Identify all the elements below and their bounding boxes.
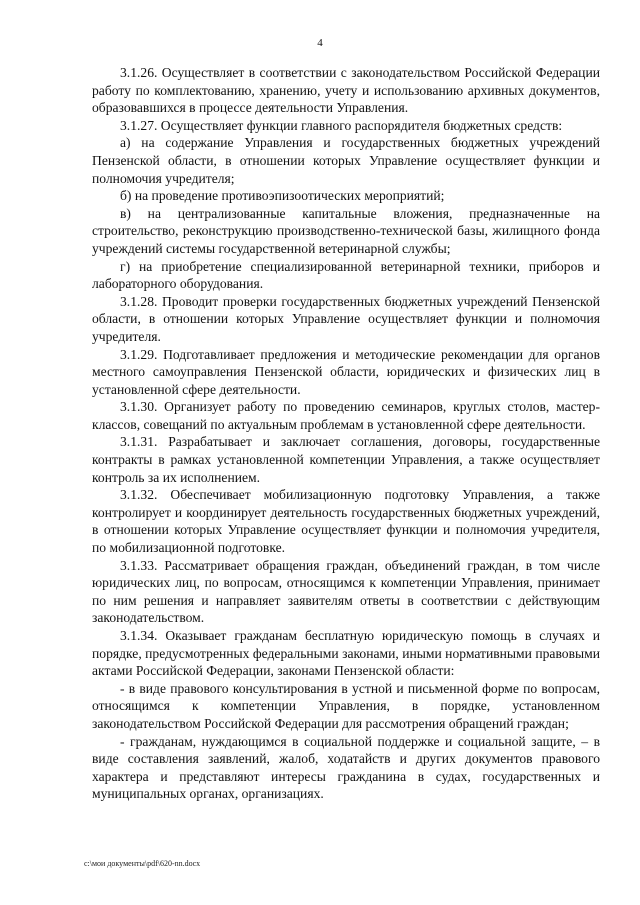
page-number: 4 — [317, 37, 323, 49]
paragraph-3-1-27-g: г) на приобретение специализированной ветеринарной техники, приборов и лабораторного оборудования. — [92, 258, 600, 292]
paragraph-3-1-30: 3.1.30. Организует работу по проведению семинаров, круглых столов, мастер-классов, совещаний по актуальным проблемам в установленной сфере деятельности. — [92, 399, 600, 432]
paragraph-3-1-28: 3.1.28. Проводит проверки государственных бюджетных учреждений Пензенской области, в отношении которых Управление осуществляет функции и полномочия учредителя. — [92, 293, 600, 344]
paragraph-3-1-33: 3.1.33. Рассматривает обращения граждан, объединений граждан, в том числе юридических лиц, по вопросам, относящимся к компетенции Управления, принимает по ним решения и направляет заявителям ответы в соответствии с действующим законодательством. — [92, 557, 600, 626]
document-body — [92, 64, 600, 803]
paragraph-3-1-34-item-2: - гражданам, нуждающимся в социальной поддержке и социальной защите, – в виде составления заявлений, жалоб, ходатайств и других документов правового характера и представляют интересы гражданина в судах, государственных и муниципальных органах, организациях. — [92, 733, 600, 802]
paragraph-3-1-34: 3.1.34. Оказывает гражданам бесплатную юридическую помощь в случаях и порядке, предусмотренных федеральными законами, иными нормативными правовыми актами Российской Федерации, законами Пензенской области: — [92, 628, 600, 679]
paragraph-3-1-27-v: в) на централизованные капитальные вложения, предназначенные на строительство, реконструкцию производственно-технической базы, жилищного фонда учреждений системы государственной ветеринарной службы; — [92, 205, 600, 256]
paragraph-3-1-27-b: б) на проведение противоэпизоотических мероприятий; — [120, 188, 445, 204]
paragraph-3-1-34-item-1: - в виде правового консультирования в устной и письменной форме по вопросам, относящимся к компетенции Управления, в порядке, установленном законодательством Российской Федерации для рассмотрения обращений граждан; — [92, 680, 600, 731]
paragraph-3-1-26: 3.1.26. Осуществляет в соответствии с законодательством Российской Федерации работу по комплектованию, хранению, учету и использованию архивных документов, образовавшихся в процессе деятельности Управления. — [92, 65, 600, 116]
paragraph-3-1-31: 3.1.31. Разрабатывает и заключает соглашения, договоры, государственные контракты в рамках установленной компетенции Управления, а также осуществляет контроль за их исполнением. — [92, 434, 600, 485]
paragraph-3-1-27-a: а) на содержание Управления и государственных бюджетных учреждений Пензенской области, в отношении которых Управление осуществляет функции и полномочия учредителя; — [92, 135, 600, 186]
paragraph-3-1-32: 3.1.32. Обеспечивает мобилизационную подготовку Управления, а также контролирует и координирует деятельность государственных бюджетных учреждений, в отношении которых Управление осуществляет функции и полномочия учредителя, по мобилизационной подготовке. — [92, 487, 600, 556]
file-path-footer: c:\мои документы\pdf\620-nn.docx — [84, 859, 201, 868]
paragraph-3-1-27: 3.1.27. Осуществляет функции главного распорядителя бюджетных средств: — [120, 117, 563, 133]
paragraph-3-1-29: 3.1.29. Подготавливает предложения и методические рекомендации для органов местного самоуправления Пензенской области, юридических и физических лиц в установленной сфере деятельности. — [92, 346, 600, 397]
